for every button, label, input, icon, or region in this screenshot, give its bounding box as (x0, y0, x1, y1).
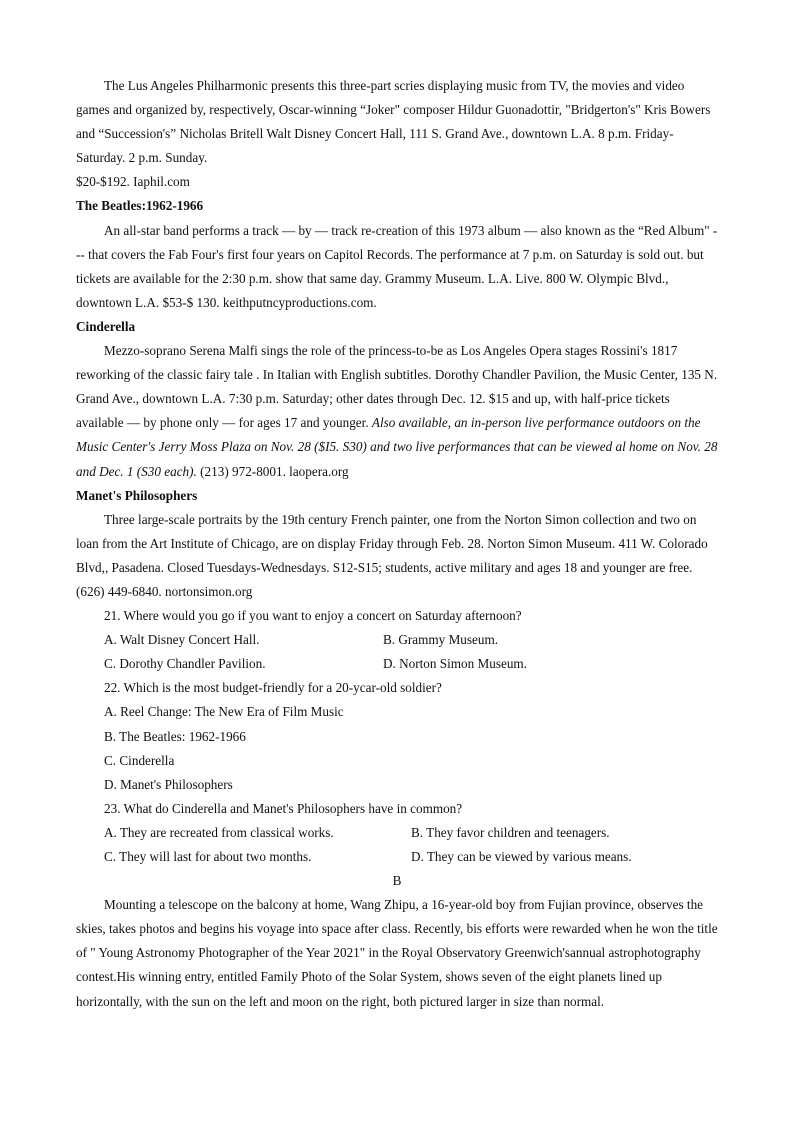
beatles-paragraph: An all-star band performs a track — by — track re-creation of this 1973 album — also known as the “Red Album" --- that covers the Fab Four's first four years on Capitol Records. The performance at 7 p.m. on Saturday is sold out. but tickets are available for the 2:30 p.m. show that same day. Grammy Museum. L.A. Live. 800 W. Olympic Blvd., downtown L.A. $53-$ 130. keithputncyproductions.com. (76, 222, 718, 310)
question-21-option-d: D. Norton Simon Museum. (383, 656, 527, 672)
question-21-stem: 21. Where would you go if you want to enjoy a concert on Saturday afternoon? (104, 608, 522, 624)
cinderella-paragraph (76, 339, 718, 484)
manet-paragraph: Three large-scale portraits by the 19th century French painter, one from the Norton Simon collection and two on loan from the Art Institute of Chicago, are on display Friday through Feb. 28. Norton Simon Museum. 411 W. Colorado Blvd,, Pasadena. Closed Tuesdays-Wednesdays. S12-S15; students, active military and ages 18 and younger are free. (626) 449-6840. nortonsimon.org (76, 511, 708, 599)
intro-price: $20-$192. Iaphil.com (76, 174, 190, 190)
question-21-option-c: C. Dorothy Chandler Pavilion. (104, 656, 266, 672)
question-22-stem: 22. Which is the most budget-friendly for a 20-ycar-old soldier? (104, 680, 442, 696)
beatles-heading: The Beatles:1962-1966 (76, 198, 204, 214)
question-21-option-a: A. Walt Disney Concert Hall. (104, 632, 260, 648)
section-b-label: B (392, 873, 402, 889)
cinderella-heading: Cinderella (76, 318, 136, 334)
question-23-options-row1 (76, 821, 718, 845)
question-23-options-row2 (76, 845, 718, 869)
question-21-options-row2 (76, 652, 718, 676)
question-23-stem: 23. What do Cinderella and Manet's Philosophers have in common? (104, 800, 463, 816)
cinderella-contact: (213) 972-8001. laopera.org (196, 463, 349, 479)
intro-paragraph: The Lus Angeles Philharmonic presents this three-part scries displaying music from TV, the movies and video games and organized by, respectively, Oscar-winning “Joker" composer Hildur Guonadottir, "Bridgerton's" Kris Bowers and “Succession's” Nicholas Britell Walt Disney Concert Hall, 111 S. Grand Ave., downtown L.A. 8 p.m. Friday-Saturday. 2 p.m. Sunday. (76, 78, 711, 166)
cinderella-text: Mezzo-soprano Serena Malfi sings the role of the princess-to-be as Los Angeles Opera stages Rossini's 1817 reworking of the classic fairy tale . In Italian with English subtitles. Dorothy Chandler Pavilion, the Music Center, 135 N. Grand Ave., downtown L.A. 7:30 p.m. Saturday; other dates through Dec. 12. $15 and up, with half-price tickets available — by phone only — for ages 17 and younger. (76, 343, 718, 431)
question-22-option-c: C. Cinderella (104, 752, 175, 768)
cinderella-italic-text: Also available, an in-person live performance outdoors on the Music Center's Jerry Moss Plaza on Nov. 28 ($I5. S30) and two live performances that can be viewed al home on Nov. 28 and Dec. 1 (S30 each). (76, 415, 718, 479)
question-23-option-b: B. They favor children and teenagers. (411, 824, 610, 840)
document-page (76, 74, 718, 1014)
question-23-option-c: C. They will last for about two months. (104, 849, 312, 864)
section-b-paragraph: Mounting a telescope on the balcony at home, Wang Zhipu, a 16-year-old boy from Fujian province, observes the skies, takes photos and begins his voyage into space after class. Recently, bis efforts were rewarded when he won the title of " Young Astronomy Photographer of the Year 2021" in the Royal Observatory Greenwich'sannual astrophotography contest.His winning entry, entitled Family Photo of the Solar System, shows seven of the eight planets lined up horizontally, with the sun on the left and moon on the right, both pictured larger in size than normal. (76, 897, 718, 1009)
question-22-option-d: D. Manet's Philosophers (104, 776, 233, 792)
question-22-option-b: B. The Beatles: 1962-1966 (104, 728, 246, 744)
question-23-option-a: A. They are recreated from classical works. (104, 824, 334, 840)
question-21-options-row1 (76, 628, 718, 652)
question-21-option-b: B. Grammy Museum. (383, 632, 499, 648)
question-22-option-a: A. Reel Change: The New Era of Film Music (104, 704, 344, 720)
manet-heading: Manet's Philosophers (76, 487, 198, 503)
question-23-option-d: D. They can be viewed by various means. (411, 849, 632, 864)
